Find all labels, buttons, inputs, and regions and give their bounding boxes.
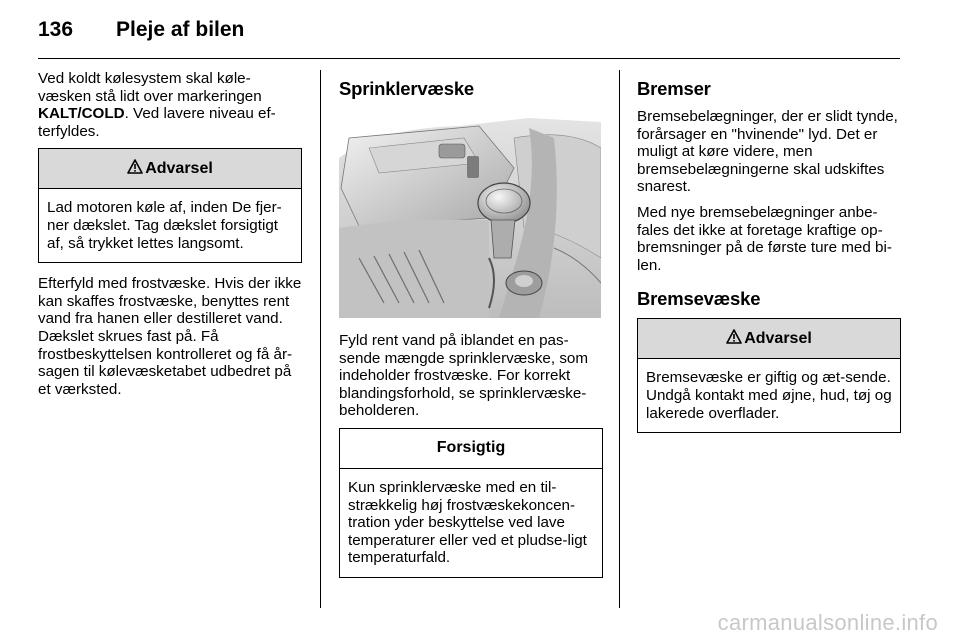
washer-fluid-text: Fyld rent vand på iblandet en pas-sende mængde sprinklervæske, som indeholder frostvæske. For korrekt blandingsforhold, se sprinklervæske-beholderen. [339,332,589,420]
column-coolant [38,70,302,406]
warning-header [39,149,301,189]
coolant-intro: Ved koldt kølesystem skal køle-væsken stå lidt over markeringen KALT/COLD. Ved lavere niveau ef-terfyldes. [38,70,276,140]
warning-title: Advarsel [744,329,812,347]
warning-title: Advarsel [145,159,213,177]
column-divider [619,70,620,608]
warning-triangle-icon [726,329,742,349]
coolant-warning-box [38,148,302,263]
watermark: carmanualsonline.info [717,610,938,635]
caution-text: Kun sprinklervæske med en til-strækkelig høj frostvæskekoncen-tration yder beskyttelse ved lave temperaturer eller ved et pludse-ligt temperaturfald. [348,478,587,567]
page-title: Pleje af bilen [116,18,245,41]
page-header [38,18,244,48]
washer-fluid-reservoir-illustration [339,108,601,318]
warning-text: Lad motoren køle af, inden De fjer-ner dækslet. Tag dækslet forsigtigt af, så trykket lettes langsomt. [47,199,282,252]
warning-text: Bremsevæske er giftig og æt-sende. Undgå kontakt med øjne, hud, tøj og lakerede overflader. [646,369,892,422]
cold-marking: KALT/COLD [38,105,125,123]
section-heading-brakes: Bremser [637,78,711,99]
washer-fluid-caution-box [339,428,603,578]
page-number: 136 [38,18,74,41]
brakes-text-2: Med nye bremsebelægninger anbe-fales det ikke at foretage kraftige op-bremsninger på de første ture med bi-len. [637,203,892,274]
brakes-text-1: Bremsebelægninger, der er slidt tynde, forårsager en "hvinende" lyd. Det er muligt at køre videre, men bremsebelægningerne skal udskiftes snarest. [637,108,898,196]
column-washer-fluid [339,70,603,590]
warning-triangle-icon [127,159,143,179]
section-heading-washer-fluid: Sprinklervæske [339,78,475,99]
brake-fluid-warning-box [637,318,901,433]
caution-header: Forsigtig [340,429,602,469]
coolant-refill-text: Efterfyld med frostvæske. Hvis der ikke kan skaffes frostvæske, benyttes rent vand fra hanen eller destilleret vand. Dækslet skrues fast på. Få frostbeskyttelsen kontrolleret og få år-sagen til kølevæsketabet udbedret på et værksted. [38,275,302,398]
header-rule [38,58,900,59]
column-brakes [637,70,901,445]
section-heading-brake-fluid: Bremsevæske [637,288,761,310]
column-divider [320,70,321,608]
warning-header [638,319,900,359]
